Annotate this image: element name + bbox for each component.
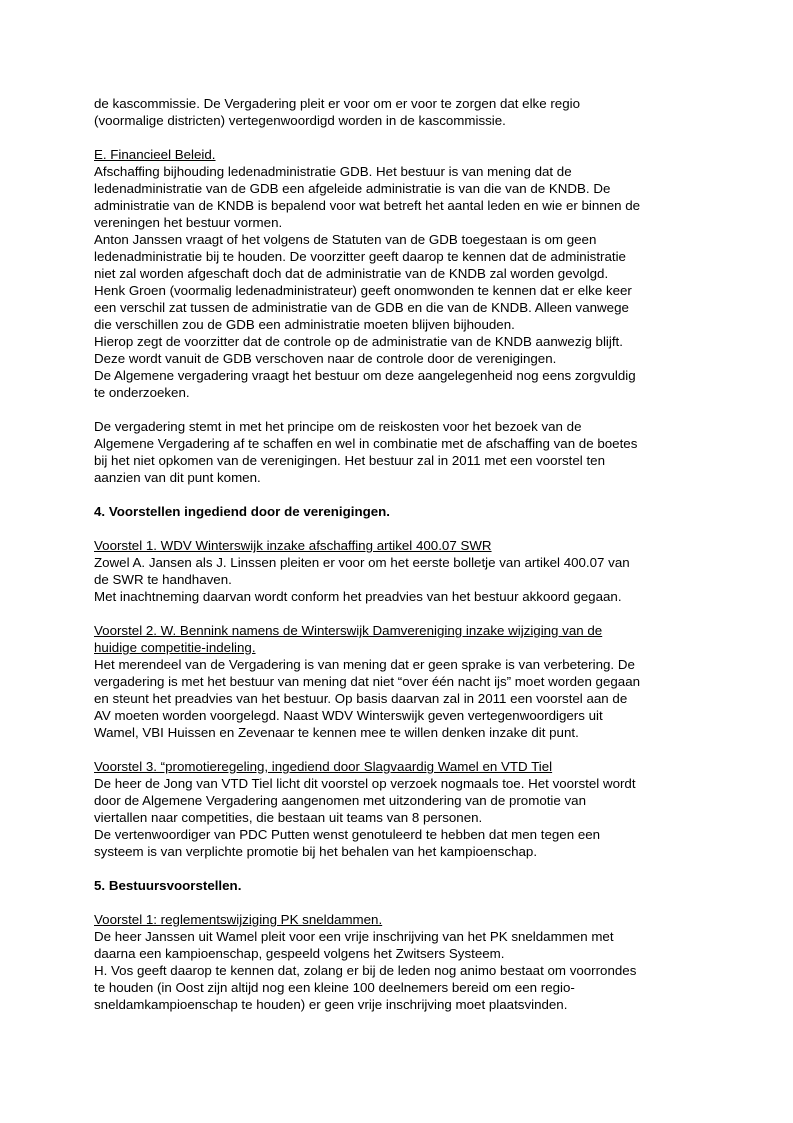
text-line: viertallen naar competities, die bestaan uit teams van 8 personen.: [94, 810, 483, 825]
text-line: Henk Groen (voormalig ledenadministrateur) geeft onomwonden te kennen dat er elke keer: [94, 283, 632, 298]
text-line: De vertenwoordiger van PDC Putten wenst genotuleerd te hebben dat men tegen een: [94, 827, 601, 842]
blank-line: [94, 401, 734, 418]
intro-paragraph: [94, 95, 734, 129]
blank-line: [94, 605, 734, 622]
blank-line: [94, 486, 734, 503]
paragraph-voorstel-3-a: [94, 775, 734, 826]
text-line: Voorstel 1: reglementswijziging PK sneldammen.: [94, 912, 383, 927]
text-line: de kascommissie. De Vergadering pleit er voor om er voor te zorgen dat elke regio: [94, 96, 580, 111]
text-line: (voormalige districten) vertegenwoordigd worden in de kascommissie.: [94, 113, 506, 128]
paragraph-voorstel-2: [94, 656, 734, 741]
text-line: vereningen het bestuur vormen.: [94, 215, 283, 230]
paragraph-voorstel-1-b: [94, 588, 734, 605]
text-line: De heer Janssen uit Wamel pleit voor een vrije inschrijving van het PK sneldammen met: [94, 929, 614, 944]
paragraph-voorstel-1-a: [94, 554, 734, 588]
text-line: De heer de Jong van VTD Tiel licht dit voorstel op verzoek nogmaals toe. Het voorstel wordt: [94, 776, 636, 791]
text-line: H. Vos geeft daarop te kennen dat, zolang er bij de leden nog animo bestaat om voorrondes: [94, 963, 637, 978]
text-line: niet zal worden afgeschaft doch dat de administratie van de KNDB zal worden gevolgd.: [94, 266, 609, 281]
text-line: bij het niet opkomen van de verenigingen. Het bestuur zal in 2011 met een voorstel ten: [94, 453, 605, 468]
text-line: en steunt het preadvies van het bestuur. Op basis daarvan zal in 2011 een voorstel aan de: [94, 691, 628, 706]
text-line: te onderzoeken.: [94, 385, 190, 400]
text-line: Anton Janssen vraagt of het volgens de Statuten van de GDB toegestaan is om geen: [94, 232, 597, 247]
heading-voorstel-3: [94, 758, 734, 775]
heading-bestuursvoorstellen: [94, 877, 734, 894]
text-line: Het merendeel van de Vergadering is van mening dat er geen sprake is van verbetering. De: [94, 657, 635, 672]
text-line: een verschil zat tussen de administratie van de GDB en die van de KNDB. Alleen vanwege: [94, 300, 629, 315]
blank-line: [94, 605, 734, 622]
blank-line: [94, 129, 734, 146]
text-line: daarna een kampioenschap, gespeeld volgens het Zwitsers Systeem.: [94, 946, 505, 961]
text-line: Deze wordt vanuit de GDB verschoven naar de controle door de verenigingen.: [94, 351, 557, 366]
text-line: E. Financieel Beleid.: [94, 147, 216, 162]
heading-voorstellen-verenigingen: [94, 503, 734, 520]
text-line: huidige competitie-indeling.: [94, 640, 256, 655]
paragraph-voorstel-3-b: [94, 826, 734, 860]
blank-line: [94, 894, 734, 911]
text-line: ledenadministratie van de GDB een afgeleide administratie is van die van de KNDB. De: [94, 181, 611, 196]
text-line: Voorstel 3. “promotieregeling, ingediend door Slagvaardig Wamel en VTD Tiel: [94, 759, 553, 774]
text-line: sneldamkampioenschap te houden) er geen vrije inschrijving moet plaatsvinden.: [94, 997, 568, 1012]
heading-financieel-beleid: [94, 146, 734, 163]
text-line: De vergadering stemt in met het principe om de reiskosten voor het bezoek van de: [94, 419, 582, 434]
text-line: Zowel A. Jansen als J. Linssen pleiten er voor om het eerste bolletje van artikel 400.07 van: [94, 555, 630, 570]
blank-line: [94, 486, 734, 503]
text-line: Hierop zegt de voorzitter dat de controle op de administratie van de KNDB aanwezig blijft.: [94, 334, 623, 349]
blank-line: [94, 520, 734, 537]
text-line: Met inachtneming daarvan wordt conform het preadvies van het bestuur akkoord gegaan.: [94, 589, 622, 604]
text-line: 4. Voorstellen ingediend door de verenigingen.: [94, 504, 390, 519]
text-line: die verschillen zou de GDB een administratie moeten blijven bijhouden.: [94, 317, 515, 332]
blank-line: [94, 129, 734, 146]
text-line: door de Algemene Vergadering aangenomen met uitzondering van de promotie van: [94, 793, 586, 808]
text-line: AV moeten worden voorgelegd. Naast WDV Winterswijk geven vertegenwoordigers uit: [94, 708, 603, 723]
paragraph-algemene-vergadering: [94, 367, 734, 401]
text-line: Algemene Vergadering af te schaffen en wel in combinatie met de afschaffing van de boetes: [94, 436, 638, 451]
heading-bestuursvoorstel-1: [94, 911, 734, 928]
text-line: administratie van de KNDB is bepalend voor wat betreft het aantal leden en wie er binnen de: [94, 198, 641, 213]
paragraph-afschaffing-ledenadministratie: [94, 163, 734, 231]
blank-line: [94, 894, 734, 911]
paragraph-henk-groen: [94, 282, 734, 333]
blank-line: [94, 741, 734, 758]
text-line: 5. Bestuursvoorstellen.: [94, 878, 242, 893]
text-line: Wamel, VBI Huissen en Zevenaar te kennen mee te willen denken inzake dit punt.: [94, 725, 579, 740]
text-line: ledenadministratie bij te houden. De voorzitter geeft daarop te kennen dat de administratie: [94, 249, 626, 264]
text-line: Voorstel 1. WDV Winterswijk inzake afschaffing artikel 400.07 SWR: [94, 538, 492, 553]
paragraph-bestuursvoorstel-1-a: [94, 928, 734, 962]
blank-line: [94, 401, 734, 418]
blank-line: [94, 520, 734, 537]
paragraph-hierop-voorzitter: [94, 333, 734, 367]
document-body: [94, 95, 734, 1013]
text-line: De Algemene vergadering vraagt het bestuur om deze aangelegenheid nog eens zorgvuldig: [94, 368, 636, 383]
text-line: Afschaffing bijhouding ledenadministratie GDB. Het bestuur is van mening dat de: [94, 164, 572, 179]
blank-line: [94, 860, 734, 877]
paragraph-bestuursvoorstel-1-b: [94, 962, 734, 1013]
text-line: te houden (in Oost zijn altijd nog een kleine 100 deelnemers bereid om een regio-: [94, 980, 575, 995]
blank-line: [94, 741, 734, 758]
text-line: systeem is van verplichte promotie bij het behalen van het kampioenschap.: [94, 844, 538, 859]
text-line: aanzien van dit punt komen.: [94, 470, 261, 485]
text-line: Voorstel 2. W. Bennink namens de Winterswijk Damvereniging inzake wijziging van de: [94, 623, 603, 638]
text-line: de SWR te handhaven.: [94, 572, 232, 587]
paragraph-anton-janssen: [94, 231, 734, 282]
blank-line: [94, 860, 734, 877]
text-line: vergadering is met het bestuur van mening dat niet “over één nacht ijs” moet worden gegaan: [94, 674, 641, 689]
heading-voorstel-1: [94, 537, 734, 554]
heading-voorstel-2: [94, 622, 734, 656]
paragraph-reiskosten: [94, 418, 734, 486]
